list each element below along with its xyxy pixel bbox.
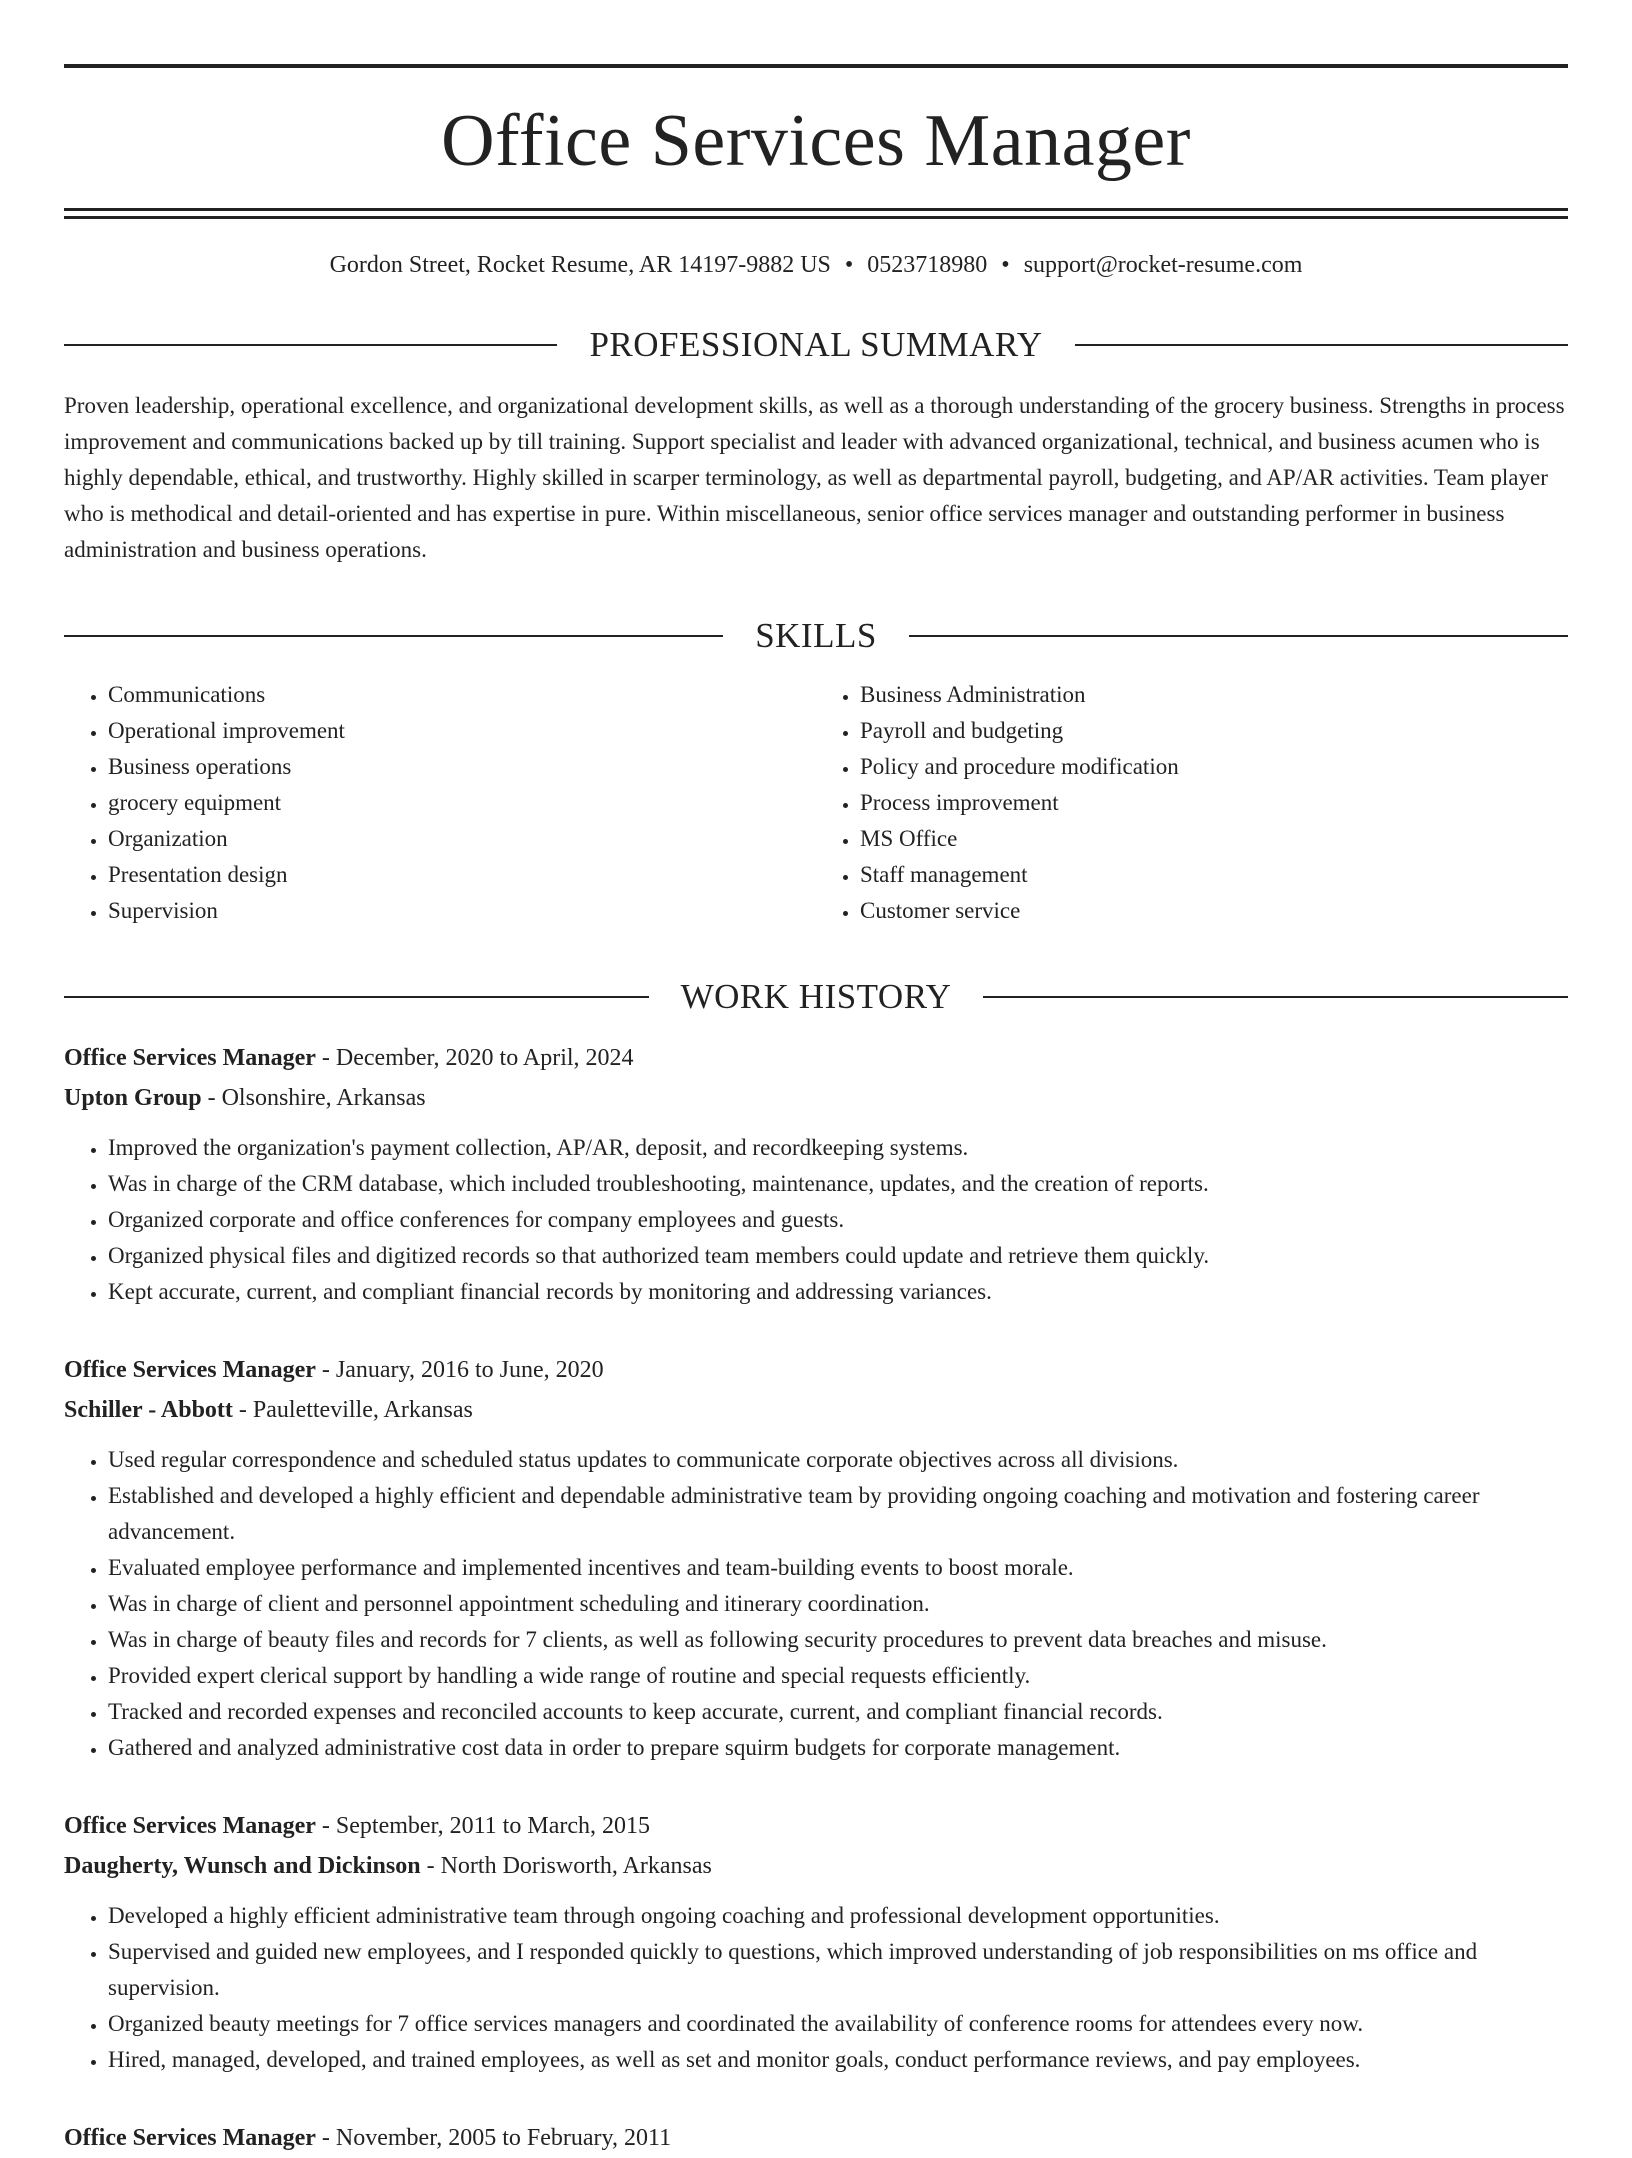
job-company-line xyxy=(64,1078,1568,1118)
job-title: Office Services Manager xyxy=(64,1357,316,1383)
skill-item: • Organization xyxy=(108,821,816,857)
job-bullet: • Organized corporate and office conferences for company employees and guests. xyxy=(108,1202,1568,1238)
job-title: Office Services Manager xyxy=(64,1813,316,1839)
resume-page xyxy=(64,64,1568,2158)
skill-item: • Payroll and budgeting xyxy=(860,713,1568,749)
job-company: Schiller - Abbott xyxy=(64,1397,233,1423)
job-dates: - November, 2005 to February, 2011 xyxy=(315,2125,672,2151)
skill-item: • Policy and procedure modification xyxy=(860,749,1568,785)
skill-item: • Operational improvement xyxy=(108,713,816,749)
contact-line xyxy=(64,253,1568,277)
heading-rule-left xyxy=(64,635,723,637)
job-company-line xyxy=(64,1390,1568,1430)
contact-separator: • xyxy=(844,252,854,278)
skills-heading-label: SKILLS xyxy=(755,616,877,655)
summary-heading-label: PROFESSIONAL SUMMARY xyxy=(589,325,1043,364)
skills-column-left xyxy=(64,677,816,929)
job-entry xyxy=(64,1806,1568,2078)
heading-rule-left xyxy=(64,344,557,346)
job-company-line xyxy=(64,1846,1568,1886)
skills-list xyxy=(64,677,1568,929)
work-history-heading-label: WORK HISTORY xyxy=(680,977,952,1016)
job-bullet: • Was in charge of client and personnel appointment scheduling and itinerary coordination. xyxy=(108,1586,1568,1622)
summary-text: Proven leadership, operational excellence, and organizational development skills, as well as a thorough understanding of the grocery business. Strengths in process improvement and communications backed up by till training. Support specialist and leader with advanced organizational, technical, and business acumen who is highly dependable, ethical, and trustworthy. Highly skilled in scarper terminology, as well as departmental payroll, budgeting, and AP/AR activities. Team player who is methodical and detail-oriented and has expertise in pure. Within miscellaneous, senior office services manager and outstanding performer in business administration and business operations. xyxy=(64,393,1565,562)
heading-rule-right xyxy=(983,996,1568,998)
job-title-line xyxy=(64,1350,1568,1390)
skills-heading xyxy=(64,618,1568,653)
job-bullet: • Developed a highly efficient administrative team through ongoing coaching and professional development opportunities. xyxy=(108,1898,1568,1934)
heading-rule-left xyxy=(64,996,649,998)
job-dates: - December, 2020 to April, 2024 xyxy=(315,1045,634,1071)
job-bullet: • Was in charge of the CRM database, which included troubleshooting, maintenance, updates, and the creation of reports. xyxy=(108,1166,1568,1202)
job-title-line xyxy=(64,2118,1568,2158)
contact-separator: • xyxy=(1001,252,1010,278)
job-dates: - January, 2016 to June, 2020 xyxy=(315,1357,604,1383)
job-dates: - September, 2011 to March, 2015 xyxy=(315,1813,650,1839)
skill-item: • Staff management xyxy=(860,857,1568,893)
heading-rule-right xyxy=(1075,344,1568,346)
skill-item: • Business operations xyxy=(108,749,816,785)
contact-email: support@rocket-resume.com xyxy=(1023,252,1303,278)
skill-item: • Process improvement xyxy=(860,785,1568,821)
job-bullets xyxy=(64,1130,1568,1310)
contact-address: Gordon Street, Rocket Resume, AR 14197-9882 US xyxy=(329,252,831,278)
skill-item: • Business Administration xyxy=(860,677,1568,713)
job-bullet: • Established and developed a highly efficient and dependable administrative team by providing ongoing coaching and motivation and fostering career advancement. xyxy=(108,1478,1568,1550)
job-bullet: • Improved the organization's payment collection, AP/AR, deposit, and recordkeeping systems. xyxy=(108,1130,1568,1166)
skill-item: • MS Office xyxy=(860,821,1568,857)
job-title-line xyxy=(64,1806,1568,1846)
job-title: Office Services Manager xyxy=(64,2125,316,2151)
skill-item: • grocery equipment xyxy=(108,785,816,821)
job-bullet: • Was in charge of beauty files and records for 7 clients, as well as following security procedures to prevent data breaches and misuse. xyxy=(108,1622,1568,1658)
job-location: - Olsonshire, Arkansas xyxy=(201,1085,426,1111)
title-double-rule xyxy=(64,208,1568,219)
job-location: - North Dorisworth, Arkansas xyxy=(420,1853,712,1879)
job-bullet: • Kept accurate, current, and compliant financial records by monitoring and addressing variances. xyxy=(108,1274,1568,1310)
job-location: - Pauletteville, Arkansas xyxy=(232,1397,473,1423)
job-bullets xyxy=(64,1898,1568,2078)
job-bullet: • Tracked and recorded expenses and reconciled accounts to keep accurate, current, and compliant financial records. xyxy=(108,1694,1568,1730)
heading-rule-right xyxy=(909,635,1568,637)
job-title: Office Services Manager xyxy=(64,1045,316,1071)
resume-title: Office Services Manager xyxy=(441,100,1191,182)
skill-item: • Presentation design xyxy=(108,857,816,893)
job-company: Daugherty, Wunsch and Dickinson xyxy=(64,1853,421,1879)
job-bullet: • Organized beauty meetings for 7 office services managers and coordinated the availability of conference rooms for attendees every now. xyxy=(108,2006,1568,2042)
skill-item: • Communications xyxy=(108,677,816,713)
job-bullet: • Supervised and guided new employees, and I responded quickly to questions, which improved understanding of job responsibilities on ms office and supervision. xyxy=(108,1934,1568,2006)
contact-phone: 0523718980 xyxy=(867,252,988,278)
summary-heading xyxy=(64,327,1568,362)
job-title-line xyxy=(64,1038,1568,1078)
job-bullet: • Used regular correspondence and scheduled status updates to communicate corporate objectives across all divisions. xyxy=(108,1442,1568,1478)
top-rule xyxy=(64,64,1568,68)
job-bullet: • Organized physical files and digitized records so that authorized team members could update and retrieve them quickly. xyxy=(108,1238,1568,1274)
job-bullet: • Hired, managed, developed, and trained employees, as well as set and monitor goals, conduct performance reviews, and pay employees. xyxy=(108,2042,1568,2078)
skill-item: • Customer service xyxy=(860,893,1568,929)
skill-item: • Supervision xyxy=(108,893,816,929)
job-company: Upton Group xyxy=(64,1085,202,1111)
job-entry xyxy=(64,1038,1568,1310)
job-bullet: • Evaluated employee performance and implemented incentives and team-building events to boost morale. xyxy=(108,1550,1568,1586)
work-history-heading xyxy=(64,979,1568,1014)
job-bullets xyxy=(64,1442,1568,1766)
skills-column-right xyxy=(816,677,1568,929)
job-entry xyxy=(64,2118,1568,2158)
job-entry xyxy=(64,1350,1568,1766)
job-bullet: • Gathered and analyzed administrative cost data in order to prepare squirm budgets for corporate management. xyxy=(108,1730,1568,1766)
job-bullet: • Provided expert clerical support by handling a wide range of routine and special requests efficiently. xyxy=(108,1658,1568,1694)
